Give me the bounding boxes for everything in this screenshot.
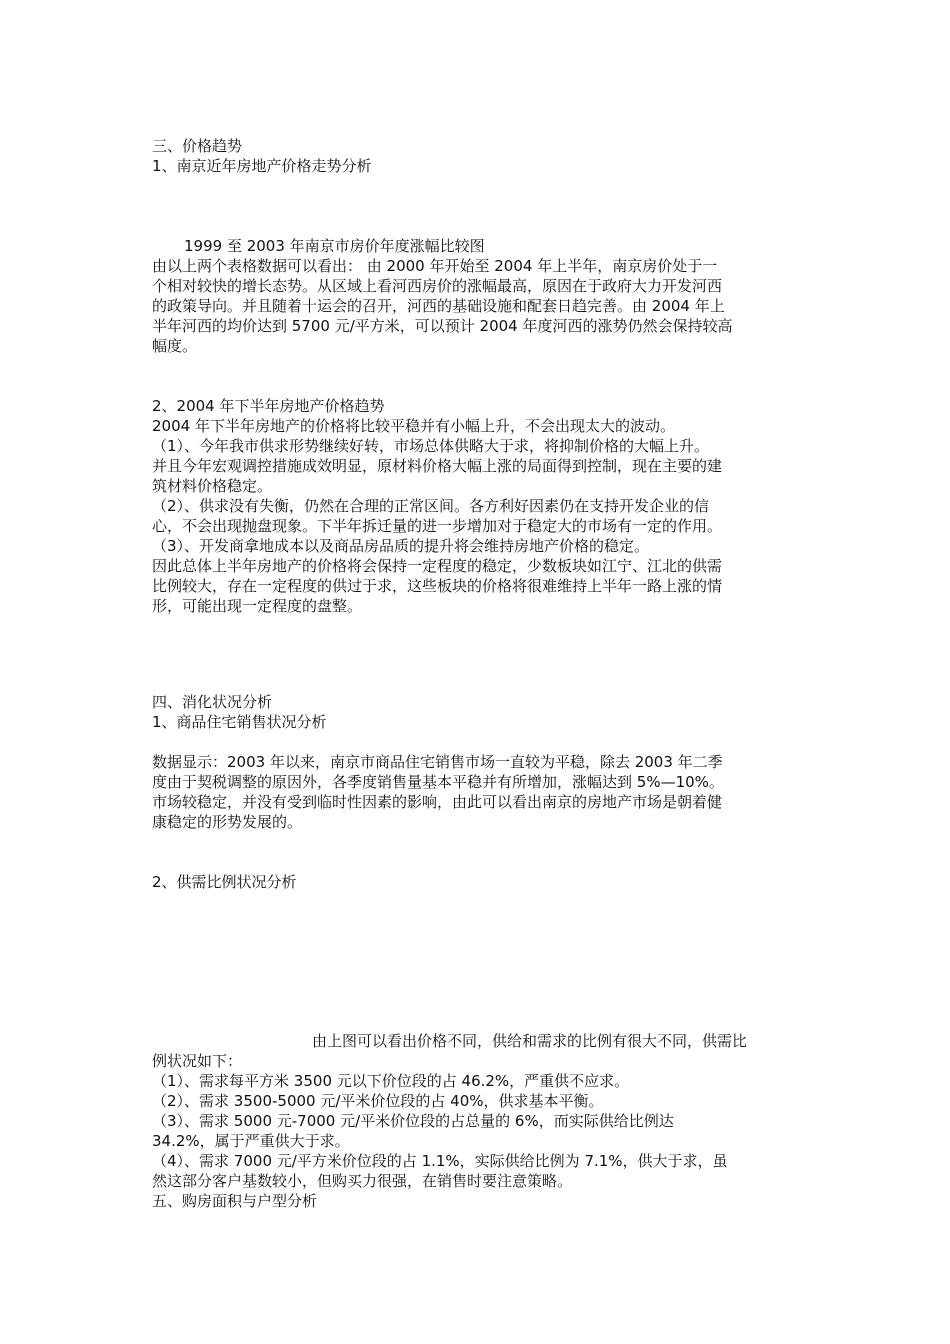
paragraph-line: 市场较稳定，并没有受到临时性因素的影响，由此可以看出南京的房地产市场是朝着健 (152, 793, 723, 811)
paragraph-line: 例状况如下： (152, 1052, 243, 1070)
paragraph-line: 比例较大，存在一定程度的供过于求，这些板块的价格将很难维持上半年一路上涨的情 (152, 577, 723, 595)
section-3 (152, 136, 800, 176)
paragraph-line: 筑材料价格稳定。 (152, 477, 273, 495)
paragraph-line: 康稳定的形势发展的。 (152, 813, 303, 831)
paragraph-line: 个相对较快的增长态势。从区域上看河西房价的涨幅最高，原因在于政府大力开发河西 (152, 277, 723, 295)
paragraph-line: 心，不会出现抛盘现象。下半年拆迁量的进一步增加对于稳定大的市场有一定的作用。 (152, 517, 723, 535)
paragraph-line: 34.2%，属于严重供大于求。 (152, 1132, 350, 1150)
section-4-heading: 四、消化状况分析 (152, 693, 273, 711)
paragraph-line: 并且今年宏观调控措施成效明显，原材料价格大幅上涨的局面得到控制，现在主要的建 (152, 457, 723, 475)
section-3-heading: 三、价格趋势 (152, 137, 243, 155)
paragraph-line: 的政策导向。并且随着十运会的召开，河西的基础设施和配套日趋完善。由 2004 年上 (152, 297, 725, 315)
paragraph-line: （1）、需求每平方米 3500 元以下价位段的占 46.2%，严重供不应求。 (152, 1072, 630, 1090)
chart-caption: 1999 至 2003 年南京市房价年度涨幅比较图 (184, 237, 485, 255)
paragraph-line: 半年河西的均价达到 5700 元/平方米，可以预计 2004 年度河西的涨势仍然会保持较高 (152, 317, 733, 335)
section-3-1-paragraph (152, 256, 800, 356)
paragraph-line: 由以上两个表格数据可以看出： 由 2000 年开始至 2004 年上半年，南京房价处于一 (152, 257, 718, 275)
paragraph-line: 因此总体上半年房地产的价格将会保持一定程度的稳定，少数板块如江宁、江北的供需 (152, 557, 723, 575)
section-4-2-paragraph (152, 1031, 800, 1211)
paragraph-line: 由上图可以看出价格不同，供给和需求的比例有很大不同，供需比 (312, 1032, 748, 1050)
section-3-2 (152, 396, 800, 616)
section-5-heading: 五、购房面积与户型分析 (152, 1192, 318, 1210)
section-4-1-paragraph (152, 752, 800, 832)
paragraph-line: （3）、需求 5000 元-7000 元/平米价位段的占总量的 6%，而实际供给比例达 (152, 1112, 674, 1130)
paragraph-line: （4）、需求 7000 元/平方米价位段的占 1.1%，实际供给比例为 7.1%，供大于求，虽 (152, 1152, 728, 1170)
section-3-1-heading: 1、南京近年房地产价格走势分析 (152, 157, 372, 175)
section-4-2-heading: 2、供需比例状况分析 (152, 873, 297, 891)
paragraph-line: 数据显示：2003 年以来，南京市商品住宅销售市场一直较为平稳，除去 2003 年二季 (152, 753, 723, 771)
section-4 (152, 692, 800, 732)
paragraph-line: （1）、今年我市供求形势继续好转，市场总体供略大于求，将抑制价格的大幅上升。 (152, 437, 710, 455)
paragraph-line: （2）、供求没有失衡，仍然在合理的正常区间。各方利好因素仍在支持开发企业的信 (152, 497, 710, 515)
paragraph-line: 然这部分客户基数较小，但购买力很强，在销售时要注意策略。 (152, 1172, 573, 1190)
section-4-1-heading: 1、商品住宅销售状况分析 (152, 713, 327, 731)
paragraph-line: （2）、需求 3500-5000 元/平米价位段的占 40%，供求基本平衡。 (152, 1092, 604, 1110)
paragraph-line: （3）、开发商拿地成本以及商品房品质的提升将会维持房地产价格的稳定。 (152, 537, 650, 555)
paragraph-line: 形，可能出现一定程度的盘整。 (152, 597, 363, 615)
paragraph-line: 幅度。 (152, 337, 198, 355)
paragraph-line: 2004 年下半年房地产的价格将比较平稳并有小幅上升，不会出现太大的波动。 (152, 417, 675, 435)
section-3-2-heading: 2、2004 年下半年房地产价格趋势 (152, 397, 385, 415)
paragraph-line: 度由于契税调整的原因外，各季度销售量基本平稳并有所增加，涨幅达到 5%—10%。 (152, 773, 724, 791)
